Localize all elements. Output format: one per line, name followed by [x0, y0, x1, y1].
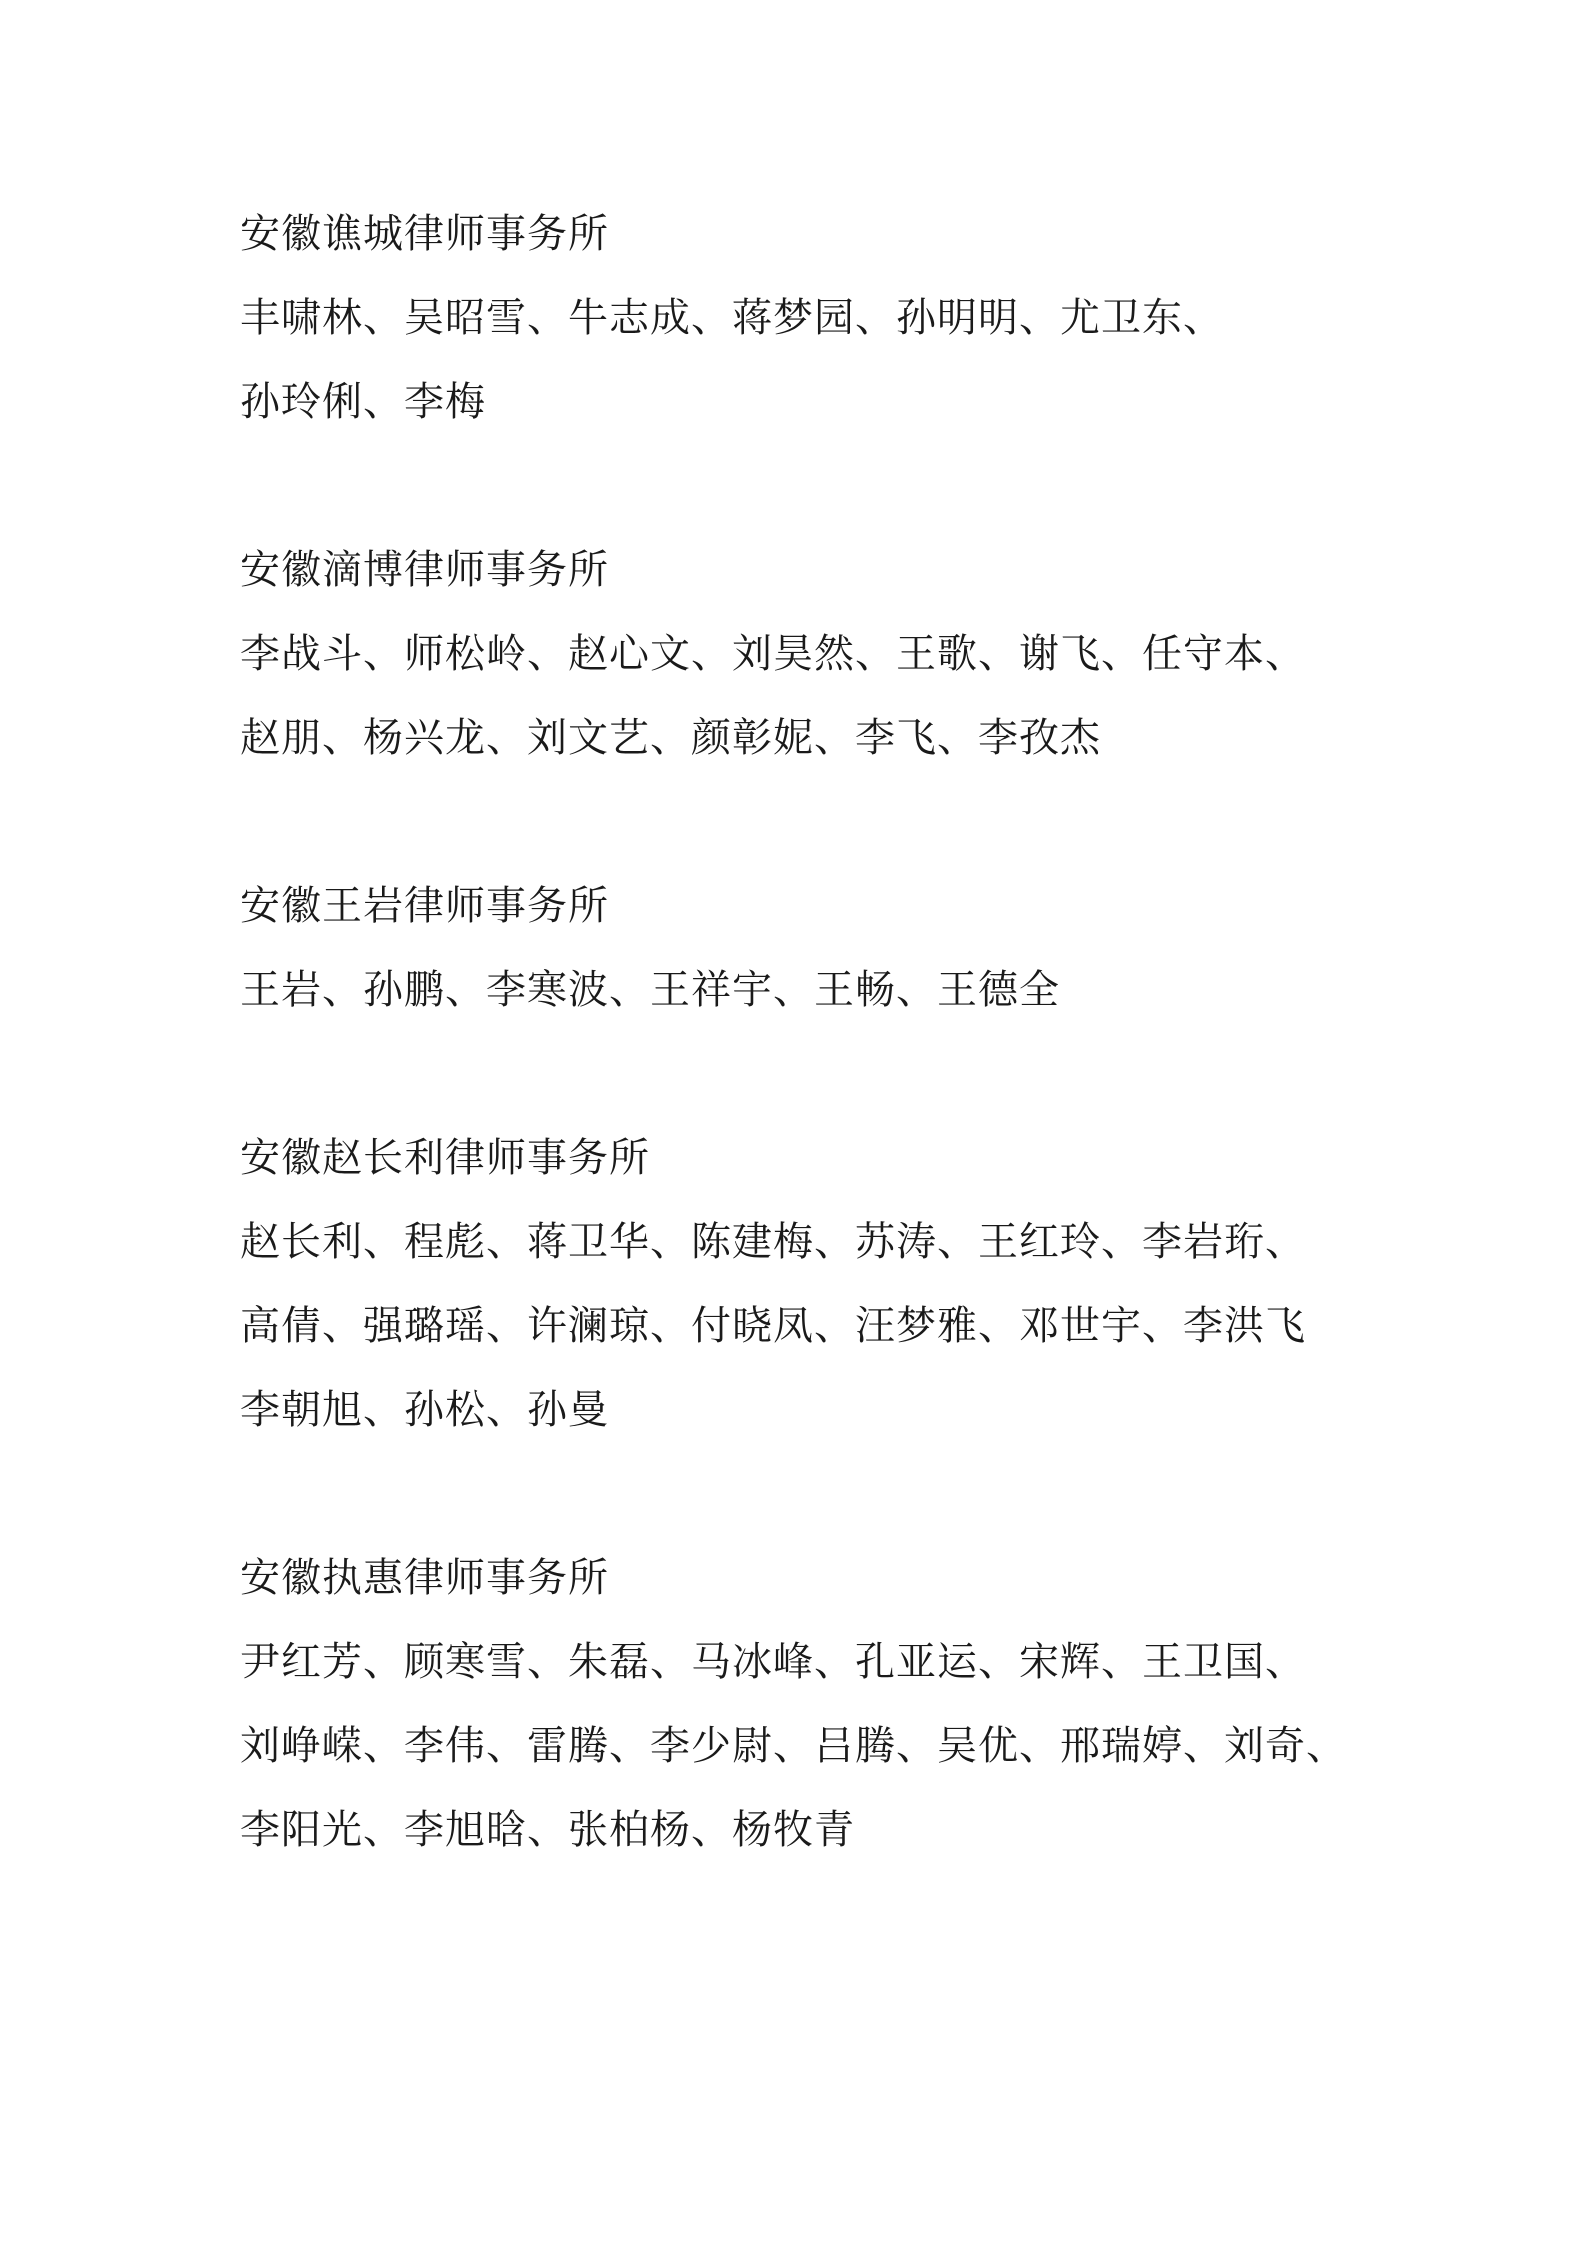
law-firm-section [240, 864, 1390, 1032]
member-list-line: 李阳光、李旭晗、张柏杨、杨牧青 [240, 1807, 855, 1853]
firm-name: 安徽王岩律师事务所 [240, 883, 609, 929]
member-list-line: 丰啸林、吴昭雪、牛志成、蒋梦园、孙明明、尤卫东、 [240, 295, 1224, 341]
firm-name: 安徽执惠律师事务所 [240, 1555, 609, 1601]
member-list-line: 李战斗、师松岭、赵心文、刘昊然、王歌、谢飞、任守本、 [240, 631, 1306, 677]
member-list-line: 刘峥嵘、李伟、雷腾、李少尉、吕腾、吴优、邢瑞婷、刘奇、 [240, 1723, 1347, 1769]
member-list-line: 赵朋、杨兴龙、刘文艺、颜彰妮、李飞、李孜杰 [240, 715, 1101, 761]
law-firm-section [240, 192, 1390, 444]
firm-name: 安徽赵长利律师事务所 [240, 1135, 650, 1181]
member-list-line: 孙玲俐、李梅 [240, 379, 486, 425]
firm-name: 安徽滴博律师事务所 [240, 547, 609, 593]
member-list-line: 王岩、孙鹏、李寒波、王祥宇、王畅、王德全 [240, 967, 1060, 1013]
member-list-line: 李朝旭、孙松、孙曼 [240, 1387, 609, 1433]
member-list-line: 尹红芳、顾寒雪、朱磊、马冰峰、孔亚运、宋辉、王卫国、 [240, 1639, 1306, 1685]
law-firm-section [240, 528, 1390, 780]
law-firm-section [240, 1536, 1390, 1872]
firm-name: 安徽谯城律师事务所 [240, 211, 609, 257]
law-firm-section [240, 1116, 1390, 1452]
member-list-line: 高倩、强璐瑶、许澜琼、付晓凤、汪梦雅、邓世宇、李洪飞 [240, 1303, 1306, 1349]
member-list-line: 赵长利、程彪、蒋卫华、陈建梅、苏涛、王红玲、李岩珩、 [240, 1219, 1306, 1265]
